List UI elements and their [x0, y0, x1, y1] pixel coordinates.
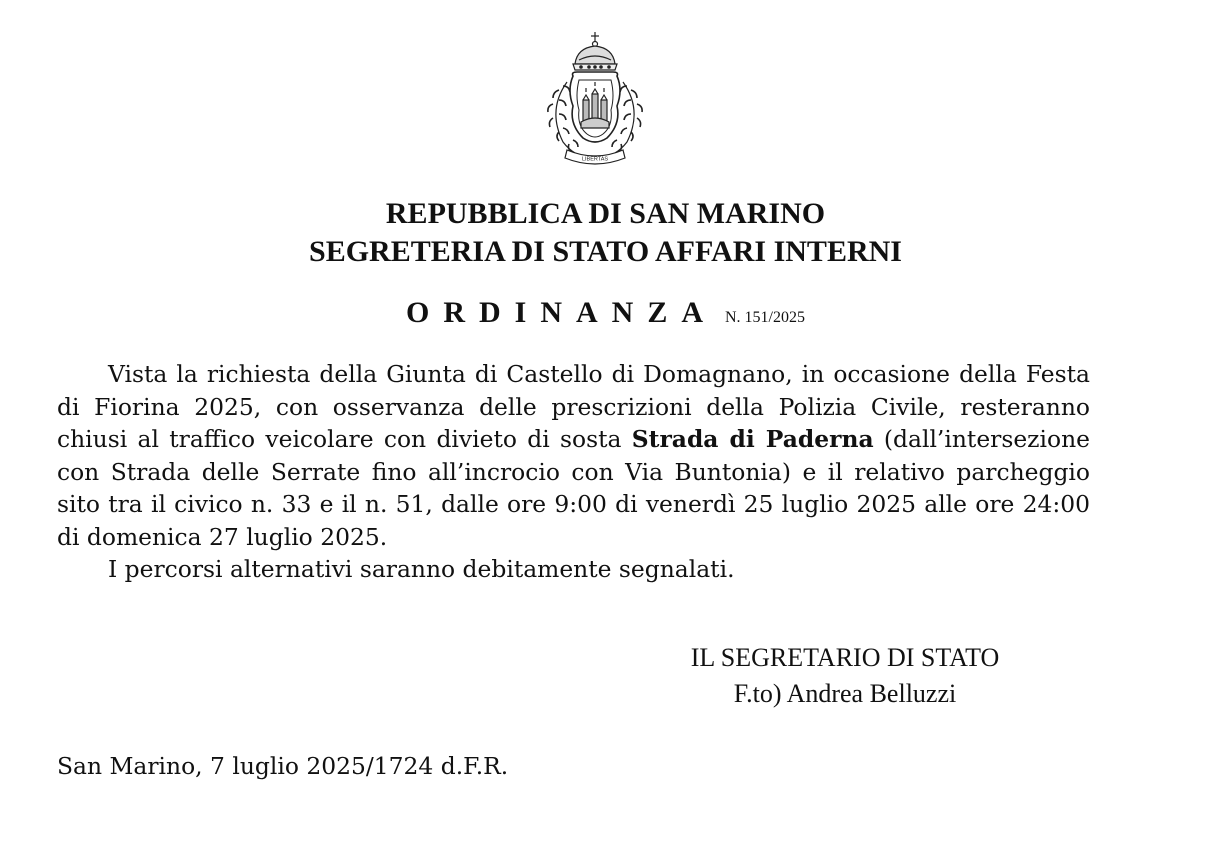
ministry-heading: SEGRETERIA DI STATO AFFARI INTERNI	[309, 235, 902, 268]
signatory-name: F.to) Andrea Belluzzi	[733, 679, 957, 708]
body-paragraph-2: I percorsi alternativi saranno debitamente segnalati.	[108, 555, 735, 583]
ordinance-title-line	[0, 296, 1211, 330]
coat-of-arms-emblem	[537, 30, 653, 168]
ordinance-body	[57, 358, 1090, 586]
closed-road-name: Strada di Paderna	[631, 425, 874, 453]
ordinance-number: N. 151/2025	[725, 309, 805, 326]
body-text-part1: Vista la richiesta della Giunta di Castello di Domagnano, in occasione della Festa di Fiorina 2025, con osservanza delle prescrizioni della Polizia Civile, resteranno chiusi al traffico veicolare con divieto di sosta	[57, 360, 1090, 453]
ordinance-title: ORDINANZA	[405, 296, 717, 329]
date-line: San Marino, 7 luglio 2025/1724 d.F.R.	[57, 752, 509, 780]
body-paragraph-1	[57, 358, 1090, 553]
signature-block	[600, 640, 1090, 712]
signatory-title: IL SEGRETARIO DI STATO	[690, 643, 1000, 672]
body-text-part2: (dall’intersezione con Strada delle Serrate fino all’incrocio con Via Buntonia) e il relativo parcheggio sito tra il civico n. 33 e il n. 51, dalle ore 9:00 di venerdì 25 luglio 2025 alle ore 24:00 di domenica 27 luglio 2025.	[57, 425, 1090, 551]
republic-heading: REPUBBLICA DI SAN MARINO	[385, 197, 826, 230]
crest-motto: LIBERTAS	[581, 156, 609, 163]
